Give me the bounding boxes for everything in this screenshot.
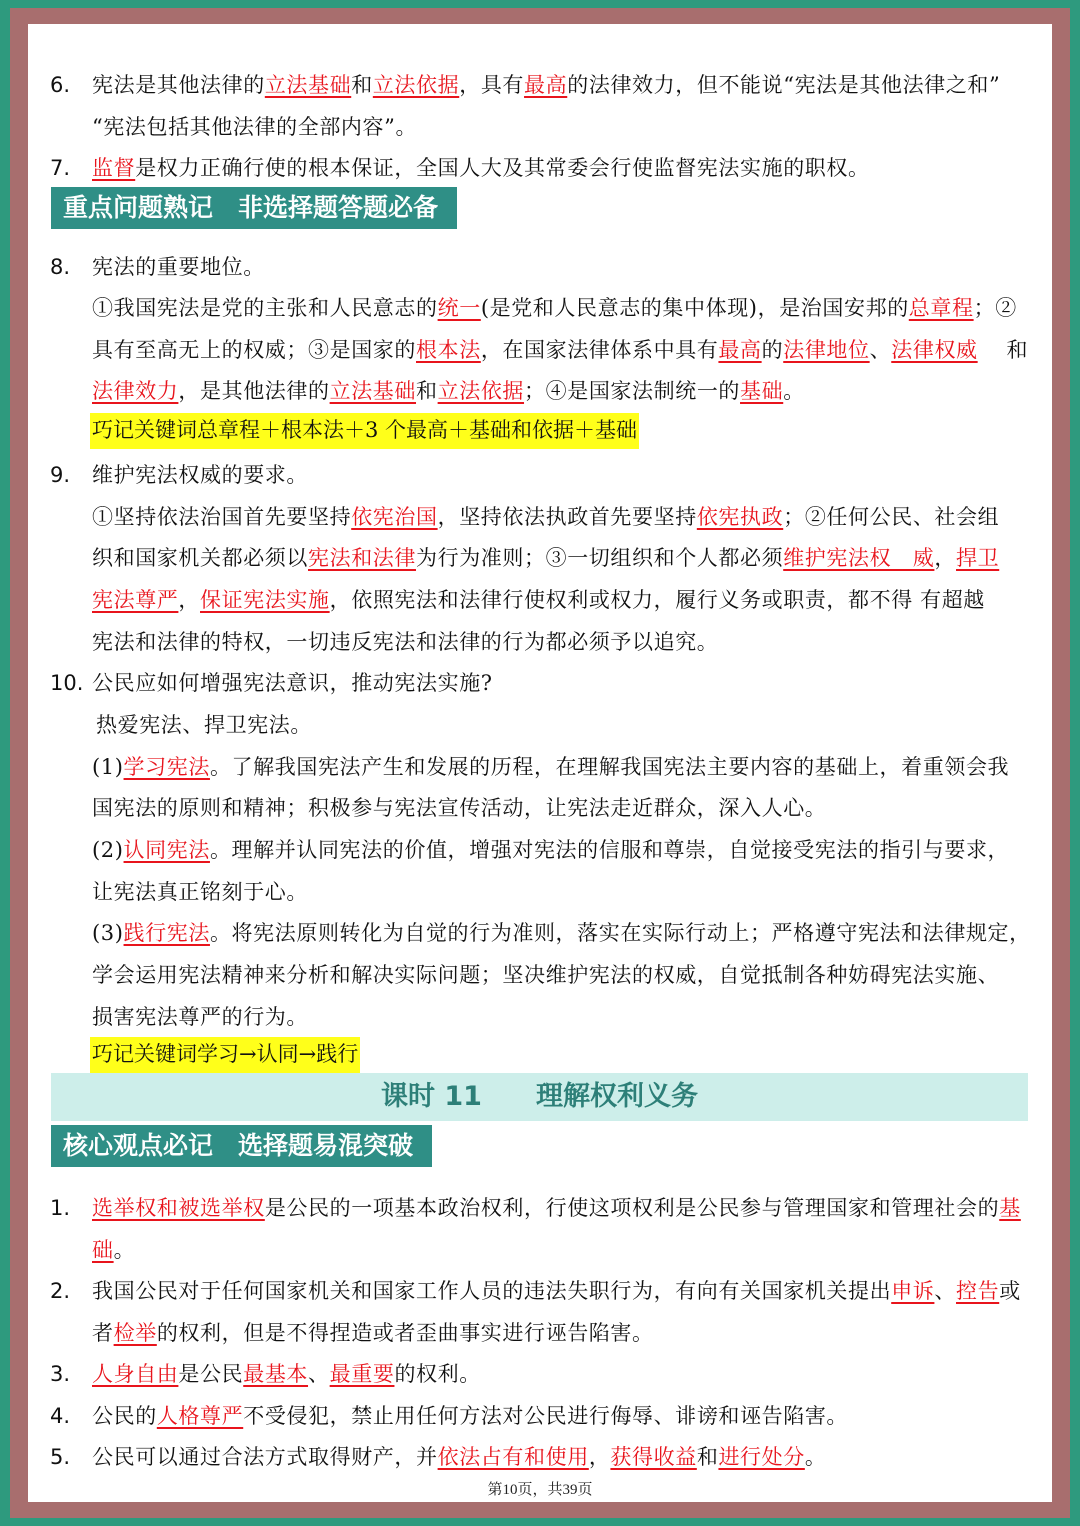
item-8-line-3: 法律效力，是其他法律的立法基础和立法依据；④是国家法制统一的基础。: [92, 379, 805, 403]
item-number: 4.: [50, 1404, 71, 1428]
item-number: 2.: [50, 1279, 71, 1303]
item-8-mnemonic-highlight: 巧记关键词总章程＋根本法＋3 个最高＋基础和依据＋基础: [90, 413, 639, 449]
item-8-question: 宪法的重要地位。: [92, 255, 265, 279]
item-number: 6.: [50, 73, 71, 97]
item-10-point-1-line-2: 国宪法的原则和精神；积极参与宪法宣传活动，让宪法走近群众，深入人心。: [92, 796, 827, 820]
item-8-line-1: ①我国宪法是党的主张和人民意志的统一(是党和人民意志的集中体现)，是治国安邦的总章程；②: [92, 296, 1017, 320]
page-footer: 第10页，共39页: [487, 1482, 593, 1498]
item-10-question: 公民应如何增强宪法意识，推动宪法实施?: [92, 671, 493, 695]
item-number: 1.: [50, 1196, 71, 1220]
item-number: 9.: [50, 463, 71, 487]
item-10-point-1-line-1: (1)学习宪法。了解我国宪法产生和发展的历程，在理解我国宪法主要内容的基础上，着重领会我: [92, 755, 1010, 779]
lesson-title: 课时 11 理解权利义务: [51, 1073, 1028, 1121]
section-bar-choice: 核心观点必记 选择题易混突破: [51, 1125, 432, 1167]
item-6-line-2: “宪法包括其他法律的全部内容”。: [92, 115, 418, 139]
item-9-line-4: 宪法和法律的特权，一切违反宪法和法律的行为都必须予以追究。: [92, 630, 719, 654]
item-number: 8.: [50, 255, 71, 279]
document-page: [28, 24, 1052, 1502]
item-s2-5-line: 公民可以通过合法方式取得财产，并依法占有和使用，获得收益和进行处分。: [92, 1445, 827, 1469]
item-s2-3-line: 人身自由是公民最基本、最重要的权利。: [92, 1362, 481, 1386]
item-10-point-3-line-2: 学会运用宪法精神来分析和解决实际问题；坚决维护宪法的权威，自觉抵制各种妨碍宪法实施、: [92, 963, 1000, 987]
item-10-point-3-line-1: (3)践行宪法。将宪法原则转化为自觉的行为准则，落实在实际行动上；严格遵守宪法和法律规定，: [92, 921, 1031, 945]
section-bar-essay: 重点问题熟记 非选择题答题必备: [51, 187, 457, 229]
item-10-mnemonic-highlight: 巧记关键词学习→认同→践行: [90, 1037, 360, 1073]
item-10-point-2-line-1: (2)认同宪法。理解并认同宪法的价值，增强对宪法的信服和尊崇，自觉接受宪法的指引与要求，: [92, 838, 1010, 862]
item-number: 3.: [50, 1362, 71, 1386]
item-9-line-2: 织和国家机关都必须以宪法和法律为行为准则；③一切组织和个人都必须维护宪法权 威，捍卫: [92, 546, 1000, 570]
item-number: 5.: [50, 1445, 71, 1469]
item-6-line-1: 宪法是其他法律的立法基础和立法依据，具有最高的法律效力，但不能说“宪法是其他法律之和”: [92, 73, 1001, 97]
item-s2-1-line-2: 础。: [92, 1238, 136, 1262]
item-s2-2-line-1: 我国公民对于任何国家机关和国家工作人员的违法失职行为，有向有关国家机关提出申诉、控告或: [92, 1279, 1021, 1303]
item-number: 7.: [50, 156, 71, 180]
item-9-line-1: ①坚持依法治国首先要坚持依宪治国，坚持依法执政首先要坚持依宪执政；②任何公民、社会组: [92, 505, 1000, 529]
item-10-point-2-line-2: 让宪法真正铭刻于心。: [92, 880, 308, 904]
item-8-line-2: 具有至高无上的权威；③是国家的根本法，在国家法律体系中具有最高的法律地位、法律权威 和: [92, 338, 1029, 362]
item-10-intro: 热爱宪法、捍卫宪法。: [96, 713, 312, 737]
item-9-question: 维护宪法权威的要求。: [92, 463, 308, 487]
item-s2-4-line: 公民的人格尊严不受侵犯，禁止用任何方法对公民进行侮辱、诽谤和诬告陷害。: [92, 1404, 849, 1428]
item-number: 10.: [50, 671, 84, 695]
item-10-point-3-line-3: 损害宪法尊严的行为。: [92, 1005, 308, 1029]
item-s2-2-line-2: 者检举的权利，但是不得捏造或者歪曲事实进行诬告陷害。: [92, 1321, 654, 1345]
item-s2-1-line-1: 选举权和被选举权是公民的一项基本政治权利，行使这项权利是公民参与管理国家和管理社会的基: [92, 1196, 1021, 1220]
item-7-line: 监督是权力正确行使的根本保证，全国人大及其常委会行使监督宪法实施的职权。: [92, 156, 870, 180]
item-9-line-3: 宪法尊严，保证宪法实施，依照宪法和法律行使权利或权力，履行义务或职责，都不得 有超越: [92, 588, 985, 612]
